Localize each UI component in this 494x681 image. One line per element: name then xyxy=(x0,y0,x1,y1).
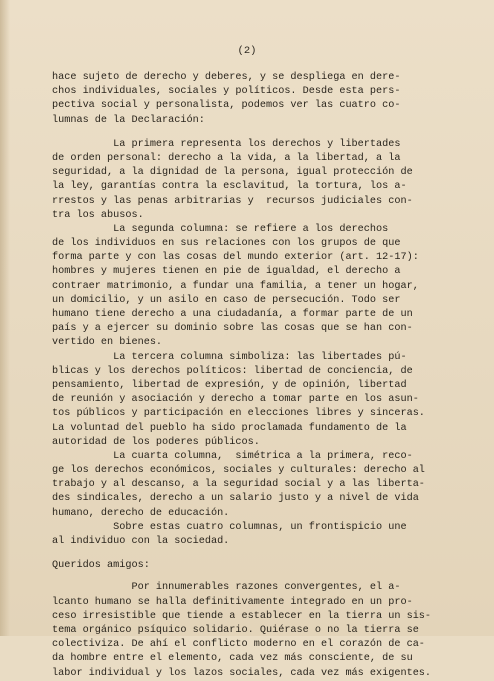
text-line: rrestos y las penas arbitrarias y recursos judiciales con- xyxy=(52,195,413,207)
salutation xyxy=(52,559,482,573)
text-line: tos públicos y participación en elecciones libres y sinceras. xyxy=(52,408,425,420)
text-line: tema orgánico psíquico solidario. Quiérase o no la tierra se xyxy=(52,624,419,636)
text-line: La segunda columna: se refiere a los derechos xyxy=(52,223,389,235)
text-line: seguridad, a la dignidad de la persona, igual protección de xyxy=(52,167,413,179)
paragraph-fourth-column xyxy=(52,450,482,521)
document-body xyxy=(52,71,482,681)
text-line: des sindicales, derecho a un salario justo y a nivel de vida xyxy=(52,493,419,505)
text-line: ceso irresistible que tiende a establecer en la tierra un sis- xyxy=(52,610,432,622)
paragraph-second-column xyxy=(52,223,482,351)
text-line: contraer matrimonio, a fundar una familia, a tener un hogar, xyxy=(52,280,419,292)
text-line: autoridad de los poderes públicos. xyxy=(52,436,260,448)
page-number: (2) xyxy=(237,45,257,57)
paragraph-closing xyxy=(52,581,482,680)
text-line: blicas y los derechos políticos: libertad de conciencia, de xyxy=(52,365,413,377)
text-line: pectiva social y personalista, podemos ver las cuatro co- xyxy=(52,100,401,112)
paragraph-declaration-intro xyxy=(52,71,482,128)
text-line: país y a ejercer su dominio sobre las cosas que se han con- xyxy=(52,323,413,335)
text-line: Por innumerables razones convergentes, el a- xyxy=(52,582,401,594)
text-line: colectiviza. De ahí el conflicto moderno en el corazón de ca- xyxy=(52,639,425,651)
text-line: chos individuales, sociales y políticos. Desde esta pers- xyxy=(52,86,401,98)
text-line: de los individuos en sus relaciones con los grupos de que xyxy=(52,238,401,250)
text-line: vertido en bienes. xyxy=(52,337,163,349)
text-line: la ley, garantías contra la esclavitud, la tortura, los a- xyxy=(52,181,407,193)
text-line: labor individual y los lazos sociales, cada vez más exigentes. xyxy=(52,667,432,679)
text-line: lumnas de la Declaración: xyxy=(52,114,205,126)
text-line: da hombre entre el elemento, cada vez más consciente, de su xyxy=(52,653,413,665)
text-line: ge los derechos económicos, sociales y culturales: derecho al xyxy=(52,465,425,477)
text-line: Queridos amigos: xyxy=(52,560,150,572)
text-line: La cuarta columna, simétrica a la primera, reco- xyxy=(52,450,413,462)
paragraph-frontispiece xyxy=(52,521,482,549)
text-line: hace sujeto de derecho y deberes, y se despliega en dere- xyxy=(52,72,401,83)
text-line: un domicilio, y un asilo en caso de persecución. Todo ser xyxy=(52,294,401,306)
text-line: de reunión y asociación y derecho a tomar parte en los asun- xyxy=(52,394,419,406)
text-line: La primera representa los derechos y libertades xyxy=(52,138,401,150)
text-line: humano, derecho de educación. xyxy=(52,507,230,519)
text-line: hombres y mujeres tienen en pie de igualdad, el derecho a xyxy=(52,266,401,278)
paragraph-first-column xyxy=(52,138,482,223)
text-line: de orden personal: derecho a la vida, a la libertad, a la xyxy=(52,152,401,164)
text-line: La voluntad del pueblo ha sido proclamada fundamento de la xyxy=(52,422,407,434)
text-line: trabajo y al descanso, a la seguridad social y a las liberta- xyxy=(52,479,425,491)
text-line: La tercera columna simboliza: las libertades pú- xyxy=(52,351,407,363)
text-line: Sobre estas cuatro columnas, un frontispicio une xyxy=(52,521,407,533)
paragraph-third-column xyxy=(52,351,482,450)
text-line: pensamiento, libertad de expresión, y de opinión, libertad xyxy=(52,379,407,391)
text-line: lcanto humano se halla definitivamente integrado en un pro- xyxy=(52,596,413,608)
text-line: al individuo con la sociedad. xyxy=(52,536,230,547)
text-line: humano tiene derecho a una ciudadanía, a formar parte de un xyxy=(52,309,413,320)
text-line: forma parte y con las cosas del mundo exterior (art. 12-17): xyxy=(52,252,419,264)
text-line: tra los abusos. xyxy=(52,209,144,221)
page-edge-shadow xyxy=(0,0,10,636)
